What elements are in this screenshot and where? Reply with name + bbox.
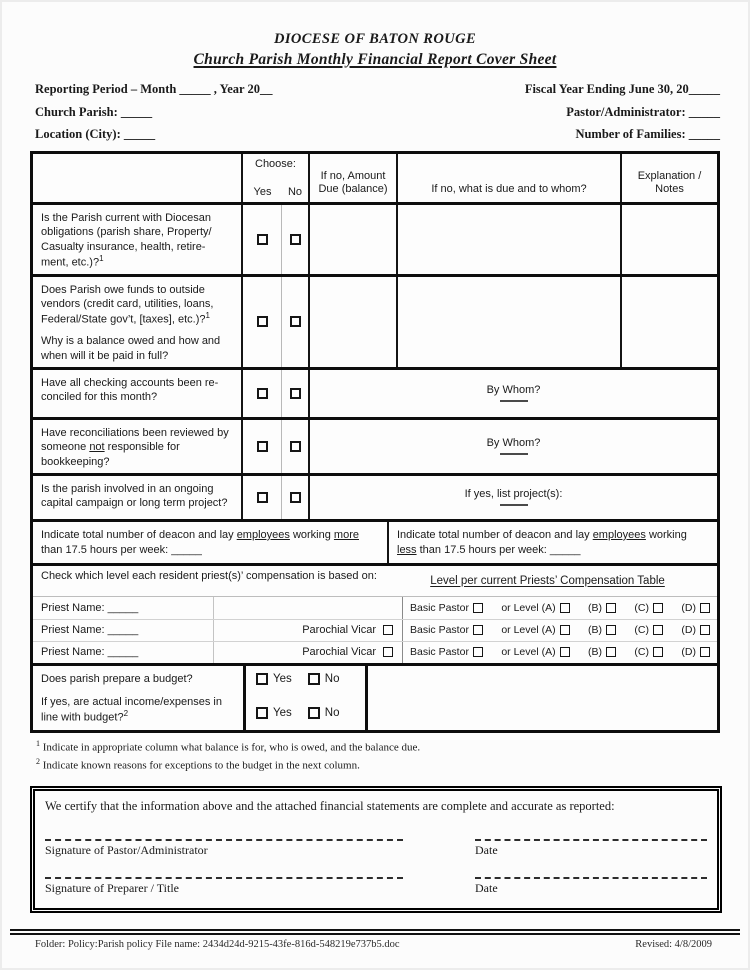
level-d-label: (D)	[681, 624, 696, 637]
footnote-ref-2: 2	[123, 709, 129, 719]
level-a-label: or Level (A)	[501, 601, 556, 614]
page-footer	[0, 929, 750, 950]
level-c-label: (C)	[634, 624, 649, 637]
priest-name-field[interactable]: Priest Name: _____	[33, 620, 214, 641]
q1-explanation-cell[interactable]	[622, 205, 717, 274]
footnote-ref-1: 1	[205, 311, 210, 321]
priest1-level-d-checkbox[interactable]	[700, 603, 710, 613]
priest3-basic-pastor-checkbox[interactable]	[473, 647, 483, 657]
q4-by-whom-cell	[310, 420, 717, 473]
q2-due-to-whom-cell[interactable]	[398, 277, 622, 367]
table-row	[33, 274, 717, 367]
priest2-vicar-cell	[214, 620, 403, 641]
no-label: No	[324, 707, 340, 720]
priest-row	[33, 597, 717, 619]
table-row	[33, 417, 717, 473]
q2-no-checkbox[interactable]	[290, 316, 301, 327]
priest-row	[33, 641, 717, 663]
by-whom-label: By Whom?	[486, 384, 541, 397]
budget-q1: Does parish prepare a budget?	[41, 672, 193, 685]
priest2-levels	[403, 620, 717, 641]
compensation-check-label: Check which level each resident priest(s)’ compensation is based on:	[41, 569, 377, 582]
basic-pastor-label: Basic Pastor	[410, 624, 469, 637]
compensation-table-title: Level per current Priests’ Compensation Table	[430, 574, 665, 587]
by-whom-blank[interactable]	[500, 400, 528, 402]
q1-no-checkbox[interactable]	[290, 234, 301, 245]
page-title: Church Parish Monthly Financial Report Cover Sheet	[193, 51, 557, 68]
budget-choices	[246, 666, 368, 731]
q1-due-to-whom-cell[interactable]	[398, 205, 622, 274]
level-a-label: or Level (A)	[501, 646, 556, 659]
basic-pastor-label: Basic Pastor	[410, 646, 469, 659]
level-b-label: (B)	[588, 601, 603, 614]
priest-section-header	[33, 566, 717, 597]
q1-yes-checkbox[interactable]	[257, 234, 268, 245]
q3-choose-cell	[243, 370, 310, 417]
q2-amount-due-cell[interactable]	[310, 277, 398, 367]
preparer-signature-label: Signature of Preparer / Title	[45, 881, 179, 896]
q2-choose-cell	[243, 277, 310, 367]
certification-box	[30, 786, 722, 913]
priest-name-field[interactable]: Priest Name: _____	[33, 597, 214, 619]
priest2-parochial-vicar-checkbox[interactable]	[383, 625, 393, 635]
employees-row	[33, 519, 717, 563]
q5-projects-cell	[310, 476, 717, 519]
no-column-label: No	[287, 186, 303, 198]
q2-yes-checkbox[interactable]	[257, 316, 268, 327]
table-row	[33, 202, 717, 274]
budget-section	[33, 663, 717, 731]
budget-questions	[33, 666, 246, 731]
church-parish-field: Church Parish: _____	[35, 104, 153, 119]
header-question-cell	[33, 154, 243, 202]
header-explanation-cell: Explanation / Notes	[637, 169, 702, 196]
priest3-parochial-vicar-checkbox[interactable]	[383, 647, 393, 657]
priest3-level-c-checkbox[interactable]	[653, 647, 663, 657]
budget-notes-cell[interactable]	[368, 666, 717, 731]
q2-question: Does Parish owe funds to outside vendors (credit card, utilities, loans, Federal/State gov’t, [taxes], etc.)?$^1$ Why is a balance owed and how and when will it be paid in full?	[33, 277, 243, 367]
priest1-vicar-cell	[214, 597, 403, 619]
parochial-vicar-label: Parochial Vicar	[302, 624, 376, 637]
q5-choose-cell	[243, 476, 310, 519]
q5-yes-checkbox[interactable]	[257, 492, 268, 503]
list-projects-label: If yes, list project(s):	[464, 488, 563, 501]
header-choose-cell	[243, 154, 310, 202]
priest3-levels	[403, 642, 717, 663]
projects-blank[interactable]	[500, 504, 528, 506]
q5-no-checkbox[interactable]	[290, 492, 301, 503]
q5-question: Is the parish involved in an ongoing capital campaign or long term project?	[33, 476, 243, 519]
level-d-label: (D)	[681, 646, 696, 659]
q1-choose-cell	[243, 205, 310, 274]
priest1-level-b-checkbox[interactable]	[606, 603, 616, 613]
fiscal-year-field: Fiscal Year Ending June 30, 20_____	[524, 82, 720, 96]
footnote-2: $^2$ Indicate known reasons for exceptions to the budget in the next column.	[36, 757, 360, 772]
level-b-label: (B)	[588, 646, 603, 659]
location-city-field: Location (City): _____	[35, 127, 156, 141]
budget-q1-yes-checkbox[interactable]	[256, 673, 268, 685]
level-a-label: or Level (A)	[501, 624, 556, 637]
org-title: DIOCESE OF BATON ROUGE	[273, 31, 477, 47]
by-whom-label: By Whom?	[486, 437, 541, 450]
header-amount-due-cell: If no, Amount Due (balance)	[310, 154, 398, 202]
date-label: Date	[475, 881, 498, 896]
q1-question: Is the Parish current with Diocesan obligations (parish share, Property/ Casualty insurance, health, retire- ment, etc.)?$^1$	[33, 205, 243, 274]
level-d-label: (D)	[681, 601, 696, 614]
table-header-row	[33, 154, 717, 202]
pastor-signature-line[interactable]	[45, 839, 403, 841]
level-c-label: (C)	[634, 601, 649, 614]
yes-column-label: Yes	[253, 186, 272, 198]
footer-divider	[10, 929, 740, 935]
meta-fields	[35, 82, 720, 142]
priest2-level-b-checkbox[interactable]	[606, 625, 616, 635]
q4-no-checkbox[interactable]	[290, 441, 301, 452]
priest1-level-c-checkbox[interactable]	[653, 603, 663, 613]
by-whom-blank[interactable]	[500, 453, 528, 455]
table-row	[33, 367, 717, 417]
certification-statement: We certify that the information above and the attached financial statements are complete and accurate as reported:	[45, 799, 615, 814]
q3-yes-checkbox[interactable]	[257, 388, 268, 399]
pastor-signature-label: Signature of Pastor/Administrator	[45, 843, 208, 858]
footnote-ref-1: 1	[99, 253, 104, 263]
yes-label: Yes	[273, 707, 292, 720]
priest1-basic-pastor-checkbox[interactable]	[473, 603, 483, 613]
priest3-level-a-checkbox[interactable]	[560, 647, 570, 657]
q4-question: Have reconciliations been reviewed by someone not responsible for bookkeeping?	[33, 420, 243, 473]
signature-row	[45, 839, 707, 858]
priest-compensation-section	[33, 563, 717, 663]
financial-report-table	[30, 151, 720, 733]
priest1-level-a-checkbox[interactable]	[560, 603, 570, 613]
pastor-administrator-field: Pastor/Administrator: _____	[566, 104, 720, 119]
table-row	[33, 473, 717, 519]
no-label: No	[324, 672, 340, 685]
q4-choose-cell	[243, 420, 310, 473]
budget-q2: If yes, are actual income/expenses in line with budget?$^2$	[41, 695, 222, 724]
choose-label: Choose:	[255, 158, 296, 170]
priest2-level-d-checkbox[interactable]	[700, 625, 710, 635]
priest-name-field[interactable]: Priest Name: _____	[33, 642, 214, 663]
q4-yes-checkbox[interactable]	[257, 441, 268, 452]
number-of-families-field: Number of Families: _____	[575, 127, 720, 141]
date-label: Date	[475, 843, 498, 858]
priest2-level-a-checkbox[interactable]	[560, 625, 570, 635]
employees-less-cell: Indicate total number of deacon and lay employees working less than 17.5 hours per week: _____	[397, 528, 687, 556]
footer-file-info: Folder: Policy:Parish policy File name: 2434d24d-9215-43fe-816d-548219e737b5.doc	[35, 939, 400, 950]
footnote-1: $^1$ Indicate in appropriate column what balance is for, who is owed, and the balance due.	[36, 739, 421, 754]
q2-explanation-cell[interactable]	[622, 277, 717, 367]
level-c-label: (C)	[634, 646, 649, 659]
yes-label: Yes	[273, 672, 292, 685]
pastor-date-line[interactable]	[475, 839, 707, 841]
parochial-vicar-label: Parochial Vicar	[302, 646, 376, 659]
budget-q2-yes-checkbox[interactable]	[256, 707, 268, 719]
basic-pastor-label: Basic Pastor	[410, 601, 469, 614]
q1-amount-due-cell[interactable]	[310, 205, 398, 274]
footer-revised-date: Revised: 4/8/2009	[635, 939, 712, 950]
preparer-date-line[interactable]	[475, 877, 707, 879]
budget-q2-no-checkbox[interactable]	[308, 707, 320, 719]
footnotes	[36, 738, 720, 774]
priest-row	[33, 619, 717, 641]
preparer-signature-line[interactable]	[45, 877, 403, 879]
q3-by-whom-cell	[310, 370, 717, 417]
q3-question: Have all checking accounts been re- conciled for this month?	[33, 370, 243, 417]
priest1-levels	[403, 597, 717, 619]
signature-row	[45, 877, 707, 896]
priest2-basic-pastor-checkbox[interactable]	[473, 625, 483, 635]
priest3-level-b-checkbox[interactable]	[606, 647, 616, 657]
header-due-to-whom-cell: If no, what is due and to whom?	[398, 154, 622, 202]
priest3-vicar-cell	[214, 642, 403, 663]
priest3-level-d-checkbox[interactable]	[700, 647, 710, 657]
priest2-level-c-checkbox[interactable]	[653, 625, 663, 635]
employees-more-cell: Indicate total number of deacon and lay employees working more than 17.5 hours per week: _____	[33, 522, 389, 563]
level-b-label: (B)	[588, 624, 603, 637]
budget-q1-no-checkbox[interactable]	[308, 673, 320, 685]
reporting-period-field: Reporting Period – Month _____ , Year 20__	[35, 82, 273, 96]
q3-no-checkbox[interactable]	[290, 388, 301, 399]
